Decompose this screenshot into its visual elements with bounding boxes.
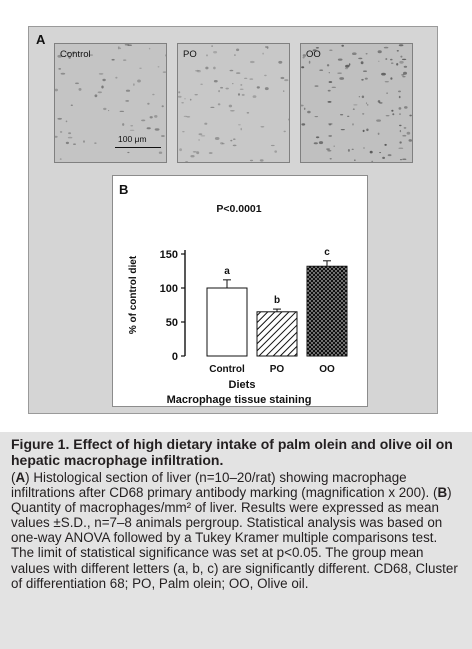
stained-cell (95, 94, 98, 97)
micrograph-control-texture (55, 44, 167, 163)
scale-bar (115, 147, 161, 148)
stained-cell (363, 130, 365, 132)
stained-cell (309, 61, 311, 64)
stained-cell (240, 89, 244, 90)
stained-cell (214, 80, 218, 82)
significance-letter: c (324, 246, 330, 258)
stained-cell (353, 109, 355, 110)
bar-oo (307, 266, 347, 356)
stained-cell (399, 107, 402, 110)
stained-cell (101, 86, 103, 89)
stained-cell (230, 110, 235, 111)
stained-cell (66, 121, 68, 123)
stained-cell (330, 158, 332, 159)
stained-cell (195, 70, 200, 72)
caption-title: Figure 1. Effect of high dietary intake of palm olein and olive oil on hepatic macrophage infiltration. (11, 436, 453, 468)
stained-cell (386, 93, 388, 94)
stained-cell (384, 47, 389, 49)
caption-letter-a: A (15, 470, 26, 485)
chart-title: P<0.0001 (216, 203, 262, 215)
y-axis-label: % of control diet (128, 255, 139, 335)
stained-cell (390, 59, 393, 61)
stained-cell (152, 94, 154, 96)
stained-cell (400, 159, 402, 160)
stained-cell (159, 152, 162, 154)
stained-cell (75, 83, 79, 85)
stained-cell (204, 123, 207, 125)
stained-cell (242, 94, 245, 96)
stained-cell (366, 102, 367, 104)
stained-cell (193, 151, 197, 153)
stained-cell (365, 78, 368, 80)
stained-cell (328, 123, 332, 125)
micrograph-control (54, 43, 167, 163)
stained-cell (83, 140, 85, 143)
bar-control (207, 288, 247, 356)
stained-cell (58, 68, 61, 70)
stained-cell (163, 72, 167, 73)
stained-cell (181, 102, 184, 103)
stained-cell (409, 139, 413, 142)
stained-cell (71, 105, 73, 106)
stained-cell (400, 130, 401, 132)
stained-cell (384, 144, 386, 146)
stained-cell (390, 77, 392, 80)
significance-letter: b (273, 295, 281, 307)
stained-cell (161, 135, 165, 137)
stained-cell (199, 133, 203, 135)
stained-cell (366, 53, 368, 54)
stained-cell (61, 73, 66, 75)
stained-cell (378, 50, 382, 53)
caption-body: (A) Histological section of liver (n=10–20/rat) showing macrophage infiltrations after CD68 primary antibody marking (magnification x 200). (B) Quantity of macrophages/mm² of liver. Results were expressed as mean values ±S.D., n=7–8 animals pergroup. Statistical analysis was based on one-way ANOVA followed by a Tukey Kramer multiple comparisons test. The limit of statistical significance was set at p<0.05. The group mean values with different letters (a, b, c) are significantly different. CD68, Cluster of differentiation 68; PO, Palm olein; OO, Olive oil. (11, 470, 458, 591)
micrograph-oo (300, 43, 413, 163)
stained-cell (218, 103, 221, 105)
stained-cell (196, 151, 199, 154)
stained-cell (385, 58, 387, 60)
chart-marks (160, 247, 347, 375)
stained-cell (184, 98, 185, 99)
stained-cell (226, 88, 229, 90)
stained-cell (407, 132, 411, 135)
stained-cell (238, 93, 240, 95)
stained-cell (103, 108, 106, 110)
stained-cell (102, 79, 105, 81)
chart-panel-b (112, 175, 368, 407)
micrograph-po (177, 43, 290, 163)
stained-cell (261, 126, 265, 127)
stained-cell (213, 67, 216, 70)
micrograph-oo-label: OO (306, 49, 321, 60)
stained-cell (366, 129, 368, 132)
stained-cell (326, 148, 330, 150)
stained-cell (404, 106, 408, 109)
x-tick-label: Control (209, 364, 245, 375)
y-tick-label: 100 (159, 283, 178, 295)
y-tick-label: 50 (165, 317, 178, 329)
panel-b-letter: B (119, 182, 129, 197)
stained-cell (358, 58, 362, 60)
stained-cell (79, 88, 82, 91)
stained-cell (319, 141, 323, 144)
stained-cell (130, 125, 133, 126)
stained-cell (371, 161, 373, 162)
stained-cell (210, 107, 214, 108)
stained-cell (402, 159, 406, 160)
stained-cell (386, 115, 390, 116)
stained-cell (154, 115, 157, 118)
stained-cell (319, 69, 323, 71)
stained-cell (340, 114, 343, 115)
stained-cell (378, 61, 379, 62)
stained-cell (362, 113, 364, 114)
stained-cell (133, 83, 134, 86)
stained-cell (66, 142, 69, 144)
stained-cell (409, 115, 412, 117)
stained-cell (230, 140, 232, 142)
stained-cell (328, 101, 332, 103)
chart-subtitle: Macrophage tissue staining (166, 394, 312, 406)
stained-cell (402, 76, 405, 77)
stained-cell (220, 142, 223, 144)
stained-cell (352, 149, 354, 150)
stained-cell (139, 68, 142, 69)
stained-cell (388, 154, 392, 156)
stained-cell (257, 86, 260, 88)
stained-cell (278, 61, 282, 64)
panel-a-letter: A (36, 32, 46, 47)
stained-cell (94, 143, 96, 144)
micrograph-po-texture (178, 44, 290, 163)
figure-caption (0, 432, 472, 649)
stained-cell (363, 71, 367, 72)
stained-cell (404, 127, 407, 129)
stained-cell (328, 90, 331, 92)
stained-cell (378, 133, 380, 135)
scale-bar-label: 100 μm (118, 134, 147, 144)
stained-cell (158, 66, 160, 67)
stained-cell (379, 152, 381, 153)
stained-cell (99, 73, 104, 74)
stained-cell (233, 145, 237, 147)
y-tick-label: 0 (171, 351, 178, 363)
stained-cell (179, 148, 182, 151)
y-tick-label: 150 (159, 249, 178, 261)
stained-cell (301, 66, 304, 68)
stained-cell (337, 73, 342, 74)
stained-cell (327, 150, 331, 151)
caption-text-b: Quantity of macrophages/mm² of liver. Results were expressed as mean values ±S.D., n=7–8 animals pergroup. Statistical analysis was based on one-way ANOVA followed by a Tukey Kramer multiple comparisons test. The limit of statistical significance was set at p<0.05. The group mean values with different letters (a, b, c) are significantly different. CD68, Cluster of differentiation 68; PO, Palm olein; OO, Olive oil. (11, 500, 458, 591)
stained-cell (127, 152, 129, 153)
stained-cell (141, 120, 145, 122)
stained-cell (232, 83, 233, 84)
stained-cell (60, 131, 62, 132)
stained-cell (125, 100, 129, 102)
stained-cell (185, 161, 188, 163)
stained-cell (250, 160, 253, 161)
x-tick-label: PO (269, 364, 285, 375)
stained-cell (200, 84, 203, 85)
stained-cell (68, 137, 73, 139)
bar-po (257, 312, 297, 356)
stained-cell (178, 96, 182, 98)
stained-cell (352, 52, 357, 55)
stained-cell (284, 79, 288, 81)
stained-cell (147, 103, 149, 105)
stained-cell (137, 80, 141, 83)
stained-cell (162, 105, 164, 107)
stained-cell (126, 90, 130, 92)
stained-cell (327, 64, 329, 66)
stained-cell (55, 136, 58, 138)
stained-cell (120, 111, 125, 112)
stained-cell (316, 136, 319, 138)
micrograph-oo-texture (301, 44, 413, 163)
stained-cell (218, 90, 220, 92)
stained-cell (253, 95, 257, 98)
stained-cell (404, 66, 407, 68)
stained-cell (233, 138, 236, 140)
stained-cell (376, 119, 381, 121)
stained-cell (399, 44, 404, 46)
stained-cell (352, 123, 353, 125)
micrograph-control-label: Control (60, 49, 91, 60)
stained-cell (73, 144, 76, 145)
stained-cell (403, 72, 407, 75)
stained-cell (260, 159, 264, 161)
stained-cell (271, 145, 275, 146)
stained-cell (354, 159, 355, 161)
stained-cell (120, 48, 121, 50)
stained-cell (284, 131, 286, 133)
stained-cell (122, 123, 124, 126)
stained-cell (362, 96, 364, 99)
stained-cell (341, 129, 345, 130)
stained-cell (379, 102, 383, 103)
stained-cell (303, 57, 305, 59)
stained-cell (301, 105, 304, 107)
stained-cell (262, 53, 263, 55)
stained-cell (283, 90, 284, 92)
stained-cell (402, 59, 406, 60)
stained-cell (220, 87, 223, 89)
stained-cell (190, 155, 194, 157)
stained-cell (209, 152, 213, 154)
stained-cell (314, 142, 318, 144)
stained-cell (397, 50, 399, 52)
stained-cell (339, 77, 344, 80)
stained-cell (236, 49, 239, 52)
stained-cell (385, 81, 389, 82)
stained-cell (127, 44, 132, 46)
stained-cell (178, 91, 180, 93)
stained-cell (349, 63, 351, 65)
stained-cell (334, 145, 335, 147)
stained-cell (249, 78, 253, 80)
stained-cell (244, 78, 247, 79)
stained-cell (370, 151, 373, 154)
stained-cell (402, 135, 406, 137)
stained-cell (213, 51, 217, 53)
stained-cell (236, 72, 240, 74)
stained-cell (240, 84, 242, 86)
stained-cell (60, 158, 62, 159)
stained-cell (381, 73, 386, 76)
stained-cell (150, 116, 153, 118)
stained-cell (396, 63, 398, 66)
stained-cell (68, 132, 71, 134)
stained-cell (165, 54, 167, 57)
x-axis-label: Diets (228, 379, 256, 391)
stained-cell (108, 110, 109, 111)
stained-cell (123, 60, 126, 61)
stained-cell (115, 77, 117, 79)
stained-cell (265, 46, 267, 48)
stained-cell (281, 77, 285, 79)
caption-letter-b: B (437, 485, 448, 501)
stained-cell (315, 85, 319, 86)
stained-cell (211, 45, 212, 46)
stained-cell (215, 137, 220, 140)
stained-cell (147, 127, 151, 129)
stained-cell (241, 128, 242, 131)
stained-cell (186, 116, 190, 118)
stained-cell (391, 110, 393, 112)
stained-cell (345, 67, 348, 69)
stained-cell (265, 87, 269, 90)
stained-cell (98, 91, 102, 93)
stained-cell (347, 116, 349, 117)
stained-cell (264, 75, 267, 76)
stained-cell (399, 113, 401, 115)
stained-cell (238, 124, 241, 125)
stained-cell (288, 118, 290, 121)
stained-cell (195, 94, 198, 95)
caption-text-a: Histological section of liver (n=10–20/rat) showing macrophage infiltrations after CD68 primary antibody marking (magnification x 200). (11, 470, 430, 501)
stained-cell (398, 91, 401, 93)
stained-cell (118, 46, 120, 49)
stained-cell (229, 105, 232, 108)
stained-cell (399, 96, 401, 99)
stained-cell (391, 63, 394, 64)
stained-cell (361, 79, 364, 81)
stained-cell (112, 59, 115, 61)
stained-cell (329, 81, 333, 83)
stained-cell (392, 113, 394, 115)
stained-cell (332, 87, 336, 88)
stained-cell (130, 130, 135, 131)
stained-cell (399, 125, 402, 126)
stained-cell (149, 48, 150, 50)
stained-cell (234, 54, 236, 55)
stained-cell (341, 45, 344, 47)
stained-cell (274, 150, 277, 152)
stained-cell (182, 131, 185, 132)
stained-cell (361, 61, 364, 64)
micrograph-po-label: PO (183, 49, 197, 60)
stained-cell (399, 61, 403, 64)
stained-cell (205, 67, 208, 70)
stained-cell (247, 112, 250, 114)
stained-cell (363, 147, 365, 148)
stained-cell (206, 54, 207, 56)
stained-cell (329, 72, 330, 73)
stained-cell (315, 116, 319, 117)
stained-cell (329, 50, 332, 51)
stained-cell (398, 148, 403, 149)
stained-cell (382, 157, 385, 159)
stained-cell (201, 135, 206, 136)
stained-cell (155, 128, 160, 130)
stained-cell (198, 139, 200, 140)
stained-cell (399, 141, 401, 143)
stained-cell (301, 123, 305, 125)
stained-cell (304, 108, 306, 110)
stained-cell (348, 149, 350, 152)
stained-cell (250, 61, 255, 63)
figure-frame (28, 26, 438, 414)
x-tick-label: OO (319, 364, 335, 375)
stained-cell (367, 104, 368, 106)
stained-cell (55, 89, 58, 92)
stained-cell (353, 104, 357, 105)
stained-cell (345, 65, 349, 68)
stained-cell (190, 99, 192, 101)
stained-cell (307, 111, 311, 114)
stained-cell (57, 118, 62, 120)
stained-cell (328, 135, 332, 136)
stained-cell (359, 96, 360, 97)
significance-letter: a (224, 265, 230, 277)
stained-cell (400, 56, 402, 58)
bar-chart (113, 176, 367, 406)
stained-cell (230, 70, 234, 72)
stained-cell (338, 59, 343, 61)
